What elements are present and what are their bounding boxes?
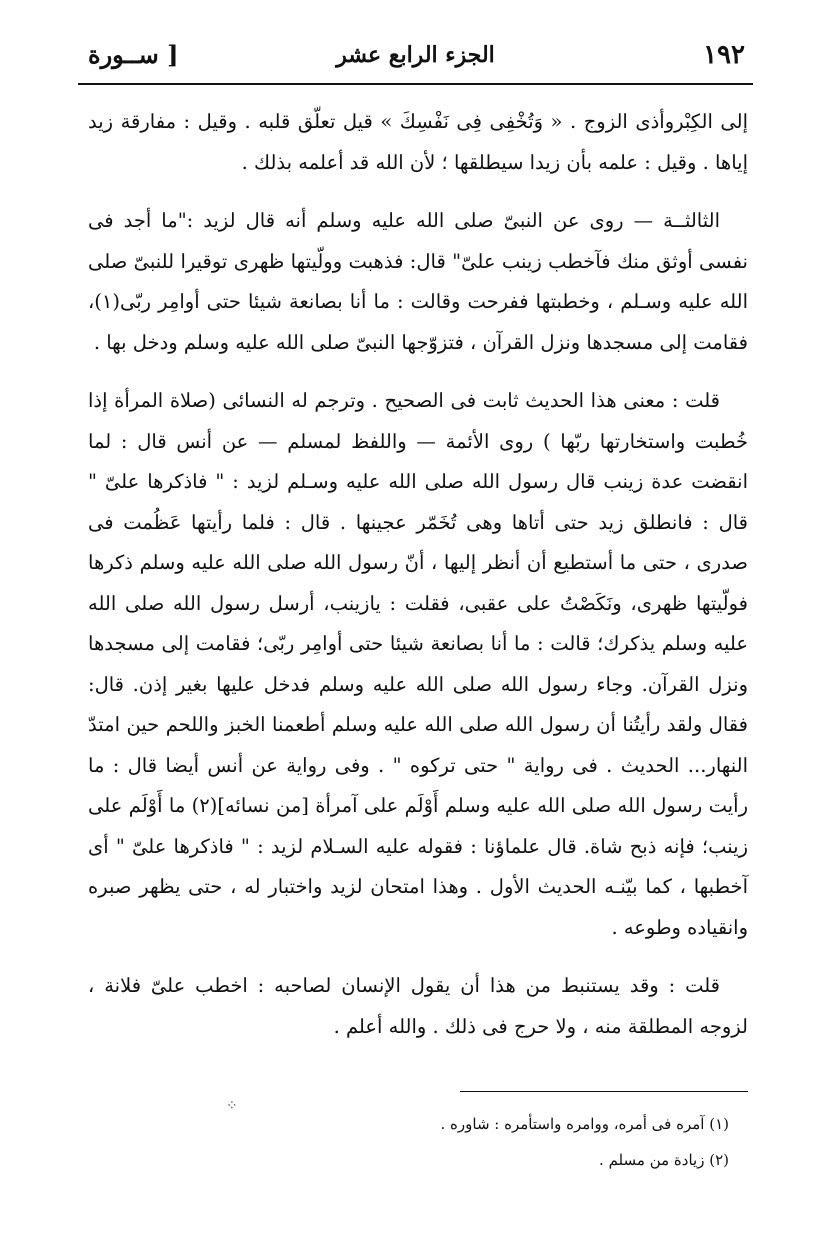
paragraph: قلت : وقد يستنبط من هذا أن يقول الإنسان لصاحبه : اخطب علىّ فلانة ، لزوجه المطلقة منه ، ولا حرج فى ذلك . والله أعلم .: [88, 974, 748, 1038]
page-header: [78, 34, 753, 84]
scan-speck: ⁘: [226, 1098, 238, 1114]
paragraph: إلى الكِبْروأذى الزوج . « وَتُخْفِى فِى نَفْسِكَ » قيل تعلّق قلبه . وقيل : مفارقة زيد إياها . وقيل : علمه بأن زيدا سيطلقها ؛ لأن الله قد أعلمه بذلك .: [88, 110, 748, 174]
surah-label: [ ســورة: [88, 40, 179, 69]
running-title: الجزء الرابع عشر: [336, 42, 495, 68]
header-rule: [78, 83, 753, 85]
footnote-rule: [460, 1091, 748, 1092]
footnotes: [88, 1106, 743, 1178]
paragraph: قلت : معنى هذا الحديث ثابت فى الصحيح . وترجم له النسائى (صلاة المرأة إذا خُطبت واستخارتها ربّها ) روى الأئمة — واللفظ لمسلم — عن أنس قال : لما انقضت عدة زينب قال رسول الله صلى الله عليه وسـلم لزيد : " فاذكرها علىّ " قال : فانطلق زيد حتى أتاها وهى تُخَمّر عجينها . قال : فلما رأيتها عَظُمت فى صدرى ، حتى ما أستطيع أن أنظر إليها ، أنّ رسول الله صلى الله عليه وسلم ذكرها فولّيتها ظهرى، ونَكَصْتُ على عقبى، فقلت : يازينب، أرسل رسول الله صلى الله عليه وسلم يذكرك؛ قالت : ما أنا بصانعة شيئا حتى أوامِر ربّى؛ فقامت إلى مسجدها ونزل القرآن. وجاء رسول الله صلى الله عليه وسلم فدخل عليها بغير إذن. قال: فقال ولقد رأيتُنا أن رسول الله صلى الله عليه وسلم أطعمنا الخبز واللحم حين امتدّ النهار... الحديث . فى رواية " حتى تركوه " . وفى رواية عن أنس أيضا قال : ما رأيت رسول الله صلى الله عليه وسلم أَوْلَم على آمرأة [من نسائه](٢) ما أَوْلَم على زينب؛ فإنه ذبح شاة. قال علماؤنا : فقوله عليه السـلام لزيد : " فاذكرها علىّ " أى آخطبها ، كما بيّنـه الحديث الأول . وهذا امتحان لزيد واختبار له ، حتى يظهر صبره وانقياده وطوعه .: [88, 389, 748, 939]
paragraph: الثالثــة — روى عن النبىّ صلى الله عليه وسلم أنه قال لزيد :"ما أجد فى نفسى أوثق منك فآخطب زينب علىّ" قال: فذهبت وولّيتها ظهرى توقيرا للنبىّ صلى الله عليه وسـلم ، وخطبتها ففرحت وقالت : ما أنا بصانعة شيئا حتى أوامِر ربّى(١)، فقامت إلى مسجدها ونزل القرآن ، فتزوّجها النبىّ صلى الله عليه وسلم ودخل بها .: [88, 209, 748, 354]
main-text: [88, 102, 748, 1065]
page-number: ١٩٢: [703, 40, 745, 70]
footnote: (١) آمره فى أمره، ووامره واستأمره : شاوره .: [440, 1115, 729, 1133]
footnote: (٢) زيادة من مسلم .: [599, 1151, 729, 1169]
